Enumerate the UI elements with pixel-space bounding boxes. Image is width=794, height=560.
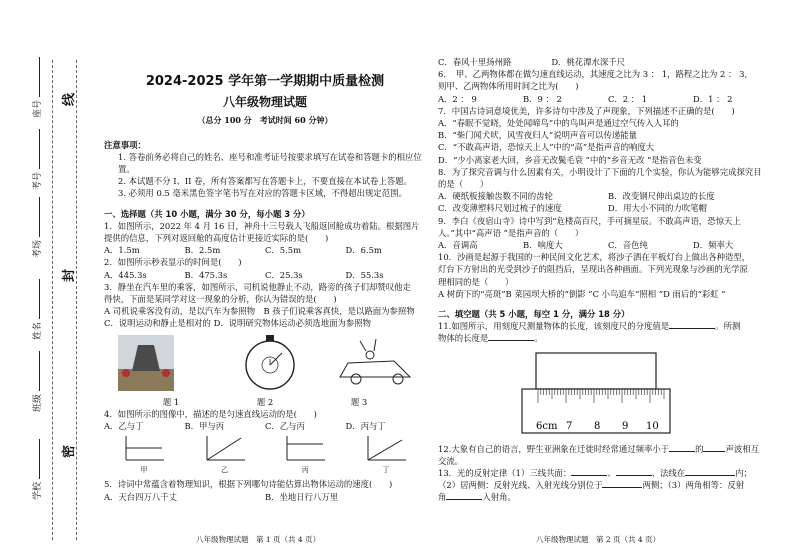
figure-captions — [104, 396, 426, 408]
q2-option-d[interactable]: D．55.3s — [345, 269, 384, 280]
q12-text-2: 交流。 — [438, 455, 464, 466]
q13-blank-2[interactable] — [616, 475, 652, 476]
q12-blank-1[interactable] — [669, 451, 695, 452]
q11-part: 。 — [534, 333, 543, 344]
q9-line: 人。”其中“高声语 ”是指声音的（ ） — [438, 227, 584, 238]
q1-option-c[interactable]: C．5.5m — [265, 245, 302, 256]
q4-option-a[interactable]: A．乙与丁 — [104, 421, 144, 432]
q1-option-b[interactable]: B．2.5m — [184, 245, 221, 256]
q13-part: 角 — [438, 492, 447, 503]
q8-option-a[interactable]: A．硬纸板接触齿数不同的齿轮 — [438, 191, 553, 202]
section-2-heading: 二、填空题（共 5 小题，每空 1 分，满分 18 分） — [438, 309, 630, 320]
graph-yi — [203, 434, 247, 476]
q9-option-b[interactable]: B．响度大 — [523, 240, 563, 251]
seat-field[interactable] — [30, 57, 43, 118]
school-field[interactable] — [30, 439, 43, 500]
q5-option-d[interactable]: D．桃花潭水深千尺 — [551, 57, 626, 67]
school-label: 学校 — [33, 481, 43, 500]
q8-line: 8．为了探究音调与什么因素有关，小明设计了下面的几个实验，你认为能够完成探究目 — [438, 166, 762, 177]
q4-option-b[interactable]: B．甲与丙 — [184, 421, 225, 432]
q13-text-3 — [438, 491, 778, 503]
motion-graphs — [104, 434, 426, 476]
q4-option-d[interactable]: D．丙与丁 — [345, 421, 386, 432]
q13-blank-5[interactable] — [446, 499, 482, 500]
graph-label-bing: 丙 — [301, 466, 309, 475]
q3-option-cd[interactable]: C．说明运动和静止是相对的 D．说明研究物体运动必须选地面为参照物 — [104, 318, 372, 329]
q6-options — [438, 93, 778, 105]
q9-option-a[interactable]: A．音调高 — [438, 240, 478, 251]
ruler-label-8: 8 — [594, 420, 601, 432]
q5-stem: 5．诗词中常蕴含着物理知识，根据下列哪句诗能估算出物体运动的速度( ) — [104, 479, 393, 490]
q13-part: 13．光的反射定律（1）三线共面： — [438, 468, 572, 479]
figures-svg — [104, 333, 426, 393]
q13-part: 、法线在 — [651, 468, 686, 479]
graph-yi-plot — [203, 434, 247, 464]
ruler-label-6cm: 6cm — [536, 420, 558, 432]
q13-part: 两侧；（3）两角相等：反射 — [642, 480, 745, 491]
graph-ding-plot — [364, 434, 408, 464]
q10-line: 理相同的是（ ） — [438, 276, 514, 287]
section-1-heading: 一、选择题（共 10 小题，满分 30 分，每小题 3 分） — [104, 208, 310, 219]
q5-option-a[interactable]: A．天台四万八千丈 — [104, 491, 178, 502]
exam-title: 2024-2025 学年第一学期期中质量检测 — [145, 74, 385, 89]
q12-part: 12.大象有自己的语言，野生亚洲象在迁徙时经常通过频率小于 — [438, 443, 670, 454]
q6-line: 则甲、乙两物体所用时间之比为( ) — [438, 81, 579, 92]
q9-line: 9．李白《夜宿山寺》诗中写到“危楼高百尺，手可摘星辰。不敢高声语，恐惊天上 — [438, 215, 741, 226]
q12-part: 声波相互 — [725, 443, 759, 454]
exam-no-label: 考号 — [33, 171, 43, 190]
q3-line: 3．静坐在汽车里的乘客，如图所示，司机说他静止不动，路旁的孩子们却赞叹他走 — [104, 281, 411, 292]
graph-label-ding: 丁 — [382, 466, 390, 475]
car-scene-drawing — [340, 339, 410, 384]
q11-blank-1[interactable] — [669, 328, 715, 329]
q9-option-c[interactable]: C．音色纯 — [608, 240, 648, 251]
measured-object — [536, 353, 656, 389]
stopwatch-icon — [246, 335, 294, 389]
graph-label-jia: 甲 — [140, 466, 148, 475]
q2-option-b[interactable]: B．475.3s — [184, 269, 228, 280]
q11-part: 。所测 — [715, 321, 741, 332]
q10-line: 灯台下方射出的光受到沙子的阻挡后，呈现出各种画面。下列光现象与沙画的光学原 — [438, 264, 748, 275]
class-field[interactable] — [30, 351, 43, 412]
q2-option-a[interactable]: A．445.3s — [104, 269, 147, 280]
class-label: 班级 — [33, 393, 43, 412]
q2-options — [104, 269, 426, 281]
q13-part: 内； — [735, 468, 752, 479]
q6-option-d[interactable]: D．1 ： 2 — [693, 93, 733, 104]
q2-stem: 2．如图所示秒表显示的时间是( ) — [104, 257, 242, 268]
q8-option-d[interactable]: D．用大小不同的力吹笔帽 — [608, 203, 707, 214]
q10-options[interactable]: A 树荫下的“亮斑”B 菜园坝大桥的“倒影 ”C 小鸟追车“照相 ”D 雨后的“彩虹 ” — [438, 288, 726, 299]
seal-mark-top: 线 — [62, 92, 77, 106]
graph-jia — [122, 434, 166, 476]
q11-part: 物体的长度是 — [438, 333, 489, 344]
q12-part: 的 — [695, 443, 704, 454]
q7-option-c[interactable]: C．“不敢高声语，恐惊天上人”中的“高”是指声音的响度大 — [438, 142, 655, 153]
q13-blank-4[interactable] — [602, 487, 642, 488]
q4-option-c[interactable]: C．乙与丙 — [265, 421, 305, 432]
binding-margin — [0, 0, 90, 560]
ruler-figure — [438, 349, 778, 439]
q11-blank-2[interactable] — [488, 340, 534, 341]
ruler-label-7: 7 — [566, 420, 573, 432]
seal-line-inner — [76, 60, 77, 540]
notice-item: 3. 必须用 0.5 毫米黑色签字笔书写在对应的答题卡区域，不得超出规定范围。 — [118, 188, 407, 199]
figure-caption-1: 题 1 — [162, 396, 180, 407]
page-1-footer: 八年级物理试题 第 1 页（共 4 页） — [196, 535, 321, 544]
q3-line: 得快，下面是某同学对这一现象的分析，你认为错误的是( ) — [104, 294, 337, 305]
figure-caption-3: 题 3 — [350, 396, 368, 407]
q5-options-cd — [438, 56, 778, 68]
q13-blank-1[interactable] — [571, 475, 607, 476]
graph-label-yi: 乙 — [221, 466, 229, 475]
notice-item: 1. 答卷前务必将自己的姓名、座号和准考证号按要求填写在试卷和答题卡的相应位置。 — [118, 151, 422, 175]
q6-option-c[interactable]: C．2 ： 1 — [608, 93, 648, 104]
graph-bing-plot — [283, 434, 327, 464]
seal-mark-bottom: 密 — [62, 444, 77, 458]
q1-option-a[interactable]: A．1.5m — [104, 245, 140, 256]
q8-line: 的是（ ） — [438, 179, 489, 190]
seat-label: 座号 — [33, 99, 43, 118]
q13-text-2 — [438, 479, 778, 491]
q1-stem: 1．如图所示，2022 年 4 月 16 日，神舟十三号载人飞船返回舱成功着陆。根据图片提供的信息，下列对返回舱的高度估计更接近实际的是( ) — [104, 220, 420, 244]
q12-text — [438, 443, 778, 455]
q10-line: 10．沙画是起源于我国的一种民间文化艺术，将沙子洒在平板灯台上做出各种造型， — [438, 252, 751, 263]
exam-no-field[interactable] — [30, 129, 43, 190]
q2-option-c[interactable]: C．25.3s — [265, 269, 303, 280]
q4-options — [104, 420, 426, 432]
graph-ding — [364, 434, 408, 476]
exam-subject: 八年级物理试题 — [222, 95, 307, 110]
q8-options-ab — [438, 190, 778, 202]
q3-option-ab[interactable]: A 司机说乘客没有动，是以汽车为参照物 B 孩子们说乘客真快，是以路面为参照物 — [104, 306, 415, 317]
q6-option-a[interactable]: A．2 ： 9 — [438, 93, 477, 104]
page-2-footer: 八年级物理试题 第 2 页（共 4 页） — [536, 535, 661, 544]
q7-option-a[interactable]: A．“春眠不觉晓，处处闻啼鸟”中的鸟叫声是通过空气传入人耳的 — [438, 118, 679, 129]
q13-part: （2）居两侧：反射光线、入射光线分别位于 — [438, 480, 603, 491]
q13-part: 、 — [607, 468, 616, 479]
q13-blank-3[interactable] — [685, 475, 735, 476]
q5-options-ab — [104, 491, 426, 503]
q11-part: 11.如图所示，用刻度尺测量物体的长度，该刻度尺的分度值是 — [438, 321, 670, 332]
q6-line: 6． 甲、乙两物体都在做匀速直线运动，其速度之比为 3 ： 1，路程之比为 2 ： 3， — [438, 69, 753, 80]
q12-blank-2[interactable] — [703, 451, 725, 452]
q7-stem: 7．中国古诗词意境优美，许多诗句中涉及了声现象，下列描述不正确的是( ) — [438, 105, 735, 116]
page-2-column — [438, 56, 778, 504]
q11-text — [438, 320, 778, 332]
exam-site-label: 考场 — [33, 239, 43, 258]
q1-options — [104, 244, 426, 256]
q13-part: 入射角。 — [482, 492, 516, 503]
q9-options — [438, 239, 778, 251]
exam-site-field[interactable] — [30, 197, 43, 258]
exam-meta: （总分 100 分 考试时间 60 分钟） — [197, 115, 333, 126]
ruler-label-9: 9 — [622, 420, 629, 432]
q1-option-d[interactable]: D．6.5m — [345, 245, 382, 256]
notice-title: 注意事项： — [104, 139, 146, 150]
capsule-photo — [118, 335, 174, 391]
q7-option-b[interactable]: B．“柴门闻犬吠，风雪夜归人”说明声音可以传递能量 — [438, 130, 637, 141]
q13-text — [438, 467, 778, 479]
q8-option-c[interactable]: C．改变薄塑料尺划过梳子的速度 — [438, 203, 562, 214]
page-1-column — [104, 0, 426, 503]
q9-option-d[interactable]: D．频率大 — [693, 240, 734, 251]
graph-jia-plot — [122, 434, 166, 464]
name-label: 姓名 — [33, 321, 43, 340]
q11-text-2 — [438, 332, 778, 344]
ruler-svg — [438, 349, 778, 439]
q4-stem: 4．如图所示的图像中，描述的是匀速直线运动的是( ) — [104, 408, 317, 419]
name-field[interactable] — [30, 279, 43, 340]
q5-option-b[interactable]: B．坐地日行八万里 — [265, 491, 339, 502]
seal-line — [52, 60, 53, 540]
notice-item: 2. 本试题不分 I、II 卷，所有答案都写在答题卡上，不要直接在本试卷上答题。 — [118, 176, 412, 187]
q7-option-d[interactable]: D．“少小离家老大回，乡音无改鬓毛衰 ”中的“乡音无改 ”是指音色未变 — [438, 154, 702, 165]
q8-options-cd — [438, 202, 778, 214]
ruler-label-10: 10 — [646, 420, 659, 432]
q5-option-c[interactable]: C．春风十里扬州路 — [438, 57, 512, 67]
figure-caption-2: 题 2 — [256, 396, 274, 407]
seal-mark-mid: 封 — [62, 268, 77, 282]
q6-option-b[interactable]: B．9 ： 2 — [523, 93, 562, 104]
question-figures — [104, 333, 426, 393]
q8-option-b[interactable]: B．改变钢尺伸出桌边的长度 — [608, 191, 715, 202]
graph-bing — [283, 434, 327, 476]
